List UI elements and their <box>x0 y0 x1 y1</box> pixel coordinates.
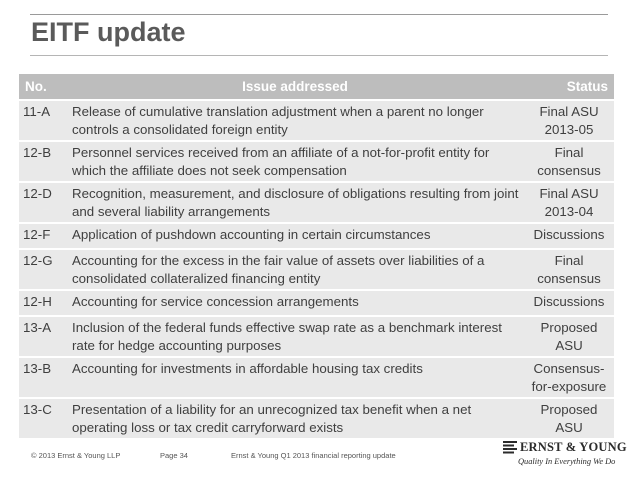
issue-status <box>524 398 614 438</box>
eitf-table-container <box>19 74 614 438</box>
ey-logo <box>503 439 627 473</box>
ey-stripes-mark-icon <box>503 441 517 454</box>
column-header-issue: Issue addressed <box>242 79 348 94</box>
issue-number: 12-D <box>23 186 52 201</box>
copyright-text: © 2013 Ernst & Young LLP <box>31 451 121 460</box>
table-row <box>19 223 614 249</box>
issue-description: Release of cumulative translation adjustment when a parent no longer controls a consolidated foreign entity <box>72 104 484 137</box>
status-line: for-exposure <box>531 378 607 394</box>
issue-description: Presentation of a liability for an unrecognized tax benefit when a net operating loss or tax credit carryforward exists <box>72 402 472 435</box>
issue-status <box>524 141 614 182</box>
issue-description: Accounting for service concession arrangements <box>72 294 359 309</box>
issue-status <box>524 316 614 357</box>
issue-number: 12-F <box>23 227 51 242</box>
issue-number: 13-B <box>23 361 52 376</box>
table-row <box>19 316 614 357</box>
status-line: Final <box>554 253 584 268</box>
issue-number: 12-B <box>23 145 52 160</box>
table-row <box>19 249 614 290</box>
status-line: ASU <box>555 337 583 353</box>
status-line: Proposed <box>540 320 598 335</box>
table-row <box>19 290 614 316</box>
publication-title: Ernst & Young Q1 2013 financial reporting update <box>231 451 396 460</box>
status-line: consensus <box>537 270 601 286</box>
table-row <box>19 357 614 398</box>
status-line: Consensus- <box>533 361 605 376</box>
issue-number: 12-H <box>23 294 52 309</box>
status-line: consensus <box>537 162 601 178</box>
top-rule <box>30 14 608 15</box>
issue-number: 11-A <box>23 104 51 119</box>
issue-status <box>524 100 614 141</box>
logo-wordmark: ERNST & YOUNG <box>520 440 627 454</box>
issue-number: 12-G <box>23 253 53 268</box>
status-line: Final ASU <box>539 104 599 119</box>
title-divider <box>30 55 608 56</box>
issue-description: Accounting for the excess in the fair value of assets over liabilities of a consolidated collateralized financing entity <box>72 253 485 286</box>
issue-description: Recognition, measurement, and disclosure of obligations resulting from joint and several liability arrangements <box>72 186 519 219</box>
issue-description: Application of pushdown accounting in certain circumstances <box>72 227 431 242</box>
logo-tagline: Quality In Everything We Do <box>518 457 616 466</box>
issue-number: 13-A <box>23 320 52 335</box>
table-header-row <box>19 74 614 100</box>
page-number: Page 34 <box>160 451 188 460</box>
table-row <box>19 141 614 182</box>
column-header-no: No. <box>25 79 47 94</box>
status-line: ASU <box>555 419 583 435</box>
issue-status <box>524 249 614 290</box>
status-line: 2013-04 <box>544 203 594 219</box>
issue-status <box>524 357 614 398</box>
issue-status <box>524 223 614 249</box>
status-line: Proposed <box>540 402 598 417</box>
issue-status <box>524 290 614 316</box>
status-line: Final <box>554 145 584 160</box>
eitf-issues-table <box>19 74 614 438</box>
issue-description: Accounting for investments in affordable housing tax credits <box>72 361 423 376</box>
table-row <box>19 182 614 223</box>
table-row <box>19 398 614 438</box>
status-line: Discussions <box>533 294 605 309</box>
page-title: EITF update <box>31 17 186 47</box>
status-line: Discussions <box>533 227 605 242</box>
issue-status <box>524 182 614 223</box>
status-line: 2013-05 <box>544 121 594 137</box>
issue-description: Inclusion of the federal funds effective swap rate as a benchmark interest rate for hedge accounting purposes <box>72 320 502 353</box>
column-header-status: Status <box>566 79 608 94</box>
issue-description: Personnel services received from an affiliate of a not-for-profit entity for which the affiliate does not seek compensation <box>72 145 490 178</box>
table-row <box>19 100 614 141</box>
issue-number: 13-C <box>23 402 52 417</box>
status-line: Final ASU <box>539 186 599 201</box>
